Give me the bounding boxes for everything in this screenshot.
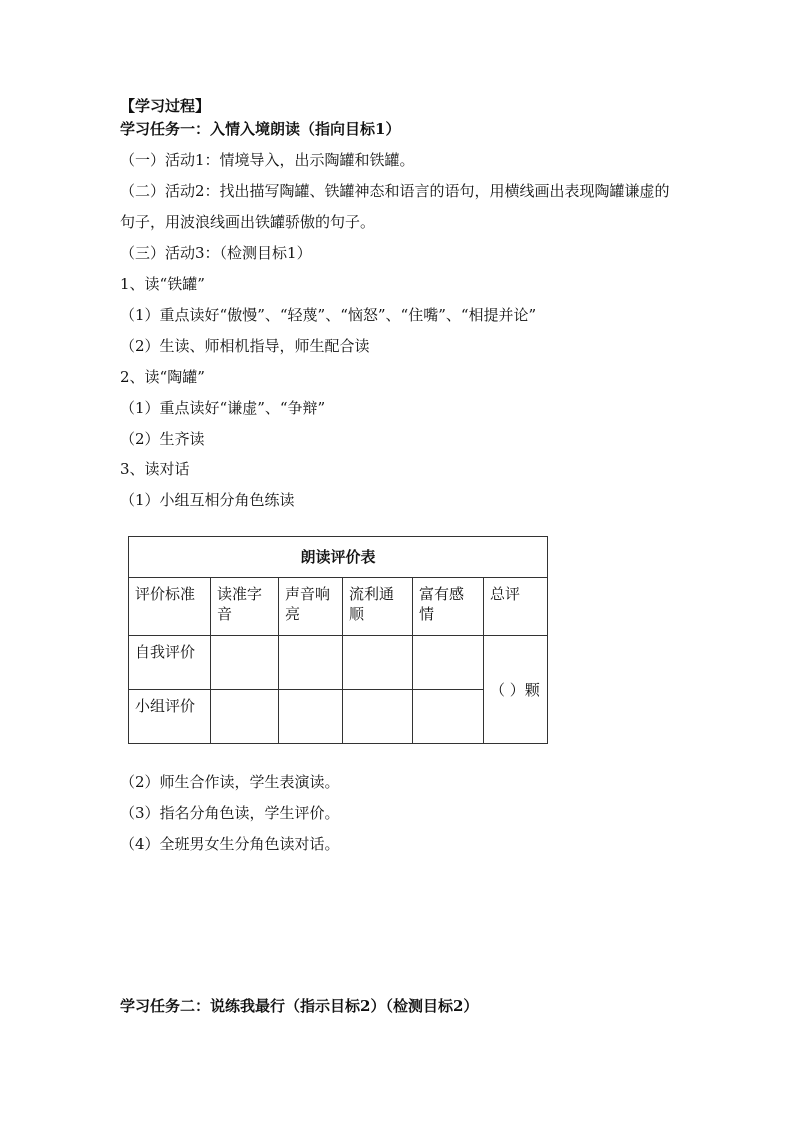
activity-3: （三）活动3：（检测目标1） xyxy=(120,244,312,262)
table-cell xyxy=(211,636,279,690)
table-cell xyxy=(211,690,279,744)
table-cell xyxy=(343,690,413,744)
table-header-cell: 富有感情 xyxy=(413,578,484,636)
reading-evaluation-table xyxy=(128,536,548,744)
read-dialogue-item-4: （4）全班男女生分角色读对话。 xyxy=(120,835,340,853)
read-iron-item-1: （1）重点读好“傲慢”、“轻蔑”、“恼怒”、“住嘴”、“相提并论” xyxy=(120,306,537,324)
table-cell xyxy=(343,636,413,690)
table-row-label: 自我评价 xyxy=(129,636,211,690)
activity-2: （二）活动2：找出描写陶罐、铁罐神态和语言的语句，用横线画出表现陶罐谦虚的句子，用波浪线画出铁罐骄傲的句子。 xyxy=(120,182,670,231)
table-cell xyxy=(413,690,484,744)
read-dialogue-item-2: （2）师生合作读，学生表演读。 xyxy=(120,773,340,791)
task2-title: 学习任务二：说练我最行（指示目标2）（检测目标2） xyxy=(120,997,479,1015)
read-clay-item-2: （2）生齐读 xyxy=(120,430,205,448)
activity-1: （一）活动1：情境导入，出示陶罐和铁罐。 xyxy=(120,151,415,169)
read-dialogue-item-3: （3）指名分角色读，学生评价。 xyxy=(120,804,340,822)
read-iron-item-2: （2）生读、师相机指导，师生配合读 xyxy=(120,337,370,355)
total-cell: （ ）颗 xyxy=(484,636,548,744)
read-clay-heading: 2、读“陶罐” xyxy=(120,368,205,386)
table-cell xyxy=(413,636,484,690)
table-header-cell: 声音响亮 xyxy=(279,578,343,636)
table-cell xyxy=(279,636,343,690)
task1-title: 学习任务一：入情入境朗读（指向目标1） xyxy=(120,120,401,138)
table-header-cell: 流利通顺 xyxy=(343,578,413,636)
read-dialogue-heading: 3、读对话 xyxy=(120,460,190,478)
table-header-cell: 总评 xyxy=(484,578,548,636)
table-title: 朗读评价表 xyxy=(129,537,548,578)
read-clay-item-1: （1）重点读好“谦虚”、“争辩” xyxy=(120,399,326,417)
table-header-cell: 评价标准 xyxy=(129,578,211,636)
table-row-label: 小组评价 xyxy=(129,690,211,744)
section-header: 【学习过程】 xyxy=(120,97,211,115)
table-cell xyxy=(279,690,343,744)
read-iron-heading: 1、读“铁罐” xyxy=(120,275,205,293)
table-header-cell: 读准字音 xyxy=(211,578,279,636)
read-dialogue-item-1: （1）小组互相分角色练读 xyxy=(120,491,295,509)
